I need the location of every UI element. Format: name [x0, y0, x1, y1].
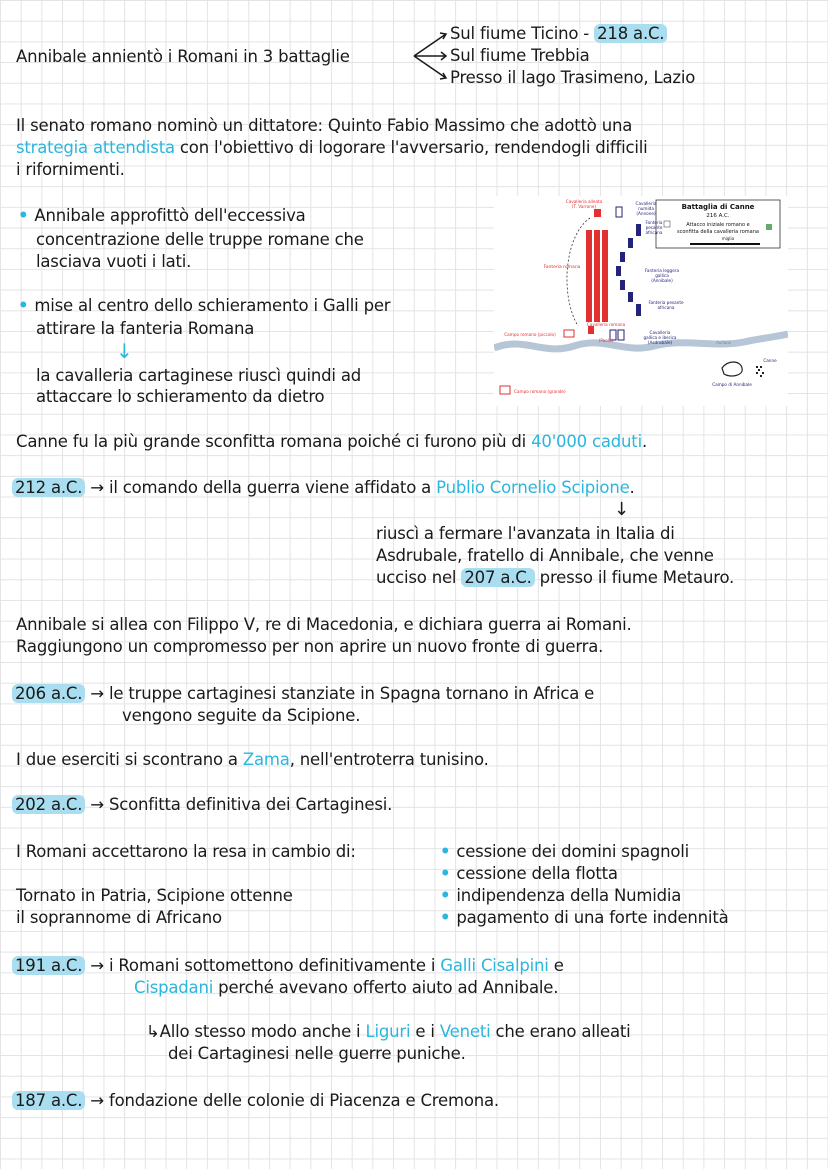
battle-trebbia: Sul fiume Trebbia [450, 46, 590, 65]
down-arrow-icon: ↓ [614, 499, 629, 520]
svg-text:Campo romano (grande): Campo romano (grande) [514, 389, 566, 394]
zama-place: Zama [242, 750, 290, 769]
svg-text:(Asdrubale): (Asdrubale) [647, 340, 673, 345]
resa-item-1: • cessione dei domini spagnoli [440, 842, 690, 861]
svg-text:(Annone): (Annone) [636, 211, 656, 216]
date-191: 191 a.C. [12, 956, 85, 975]
canne-line: Canne fu la più grande sconfitta romana poiché ci furono più di 40'000 caduti. [16, 432, 647, 451]
casualties: 40'000 caduti [531, 432, 642, 451]
svg-text:Cavalleria romana: Cavalleria romana [586, 322, 626, 327]
svg-text:gallica e iberica: gallica e iberica [643, 335, 677, 340]
date-218: 218 a.C. [594, 24, 667, 43]
diagram-subtitle-1: Attacco iniziale romano e [686, 222, 750, 228]
diagram-subtitle-2: sconfitta della cavalleria romana [677, 229, 759, 235]
scipione-name: Publio Cornelio Scipione [436, 478, 630, 497]
asdrubale-line-2: Asdrubale, fratello di Annibale, che venne [376, 546, 714, 565]
bullet-1-line-2: concentrazione delle truppe romane che [36, 230, 364, 249]
svg-text:africana: africana [645, 230, 663, 235]
intro-branch-arrows [412, 28, 450, 84]
svg-text:gallica: gallica [655, 273, 669, 278]
svg-text:(Paolo): (Paolo) [598, 338, 614, 343]
battle-of-cannae-map [494, 196, 788, 406]
intro-main: Annibale annientò i Romani in 3 battaglie [16, 47, 350, 66]
svg-text:Cavalleria: Cavalleria [635, 201, 657, 206]
bullet-2-line-2: attirare la fanteria Romana [36, 319, 255, 338]
svg-text:pesante: pesante [645, 225, 663, 230]
cispadani: Cispadani [134, 978, 214, 997]
diagram-scale: miglia [721, 236, 735, 241]
svg-text:(Annibale): (Annibale) [651, 278, 673, 283]
senate-line-1: Il senato romano nominò un dittatore: Quinto Fabio Massimo che adottò una [16, 116, 633, 135]
svg-text:Fanteria: Fanteria [645, 220, 663, 225]
date-207: 207 a.C. [461, 568, 534, 587]
liguri-line-1: ↳Allo stesso modo anche i Liguri e i Veneti che erano alleati [146, 1022, 631, 1041]
date-202: 202 a.C. [12, 795, 85, 814]
strategy-term: strategia attendista [16, 138, 175, 157]
svg-text:(T. Varrone): (T. Varrone) [571, 204, 597, 209]
svg-text:Canne: Canne [763, 358, 777, 363]
battle-trasimeno: Presso il lago Trasimeno, Lazio [450, 68, 696, 87]
event-187: 187 a.C. → fondazione delle colonie di Piacenza e Cremona. [12, 1090, 499, 1112]
scipio-line-2: il soprannome di Africano [16, 908, 222, 927]
zama-line: I due eserciti si scontrano a Zama, nell'entroterra tunisino. [16, 750, 489, 769]
veneti: Veneti [439, 1022, 491, 1041]
diagram-title: Battaglia di Canne [681, 203, 755, 211]
senate-line-2: strategia attendista con l'obiettivo di logorare l'avversario, rendendogli difficili [16, 138, 648, 157]
lbl-cav-allied: Cavalleria alleata [565, 199, 603, 204]
senate-line-3: i rifornimenti. [16, 160, 125, 179]
svg-text:Cavalleria: Cavalleria [649, 330, 671, 335]
date-187: 187 a.C. [12, 1091, 85, 1110]
liguri-line-2: dei Cartaginesi nelle guerre puniche. [168, 1044, 466, 1063]
svg-text:africana: africana [657, 305, 675, 310]
filippo-line-1: Annibale si allea con Filippo V, re di Macedonia, e dichiara guerra ai Romani. [16, 615, 632, 634]
svg-text:Fanteria pesante: Fanteria pesante [648, 300, 684, 305]
event-202: 202 a.C. → Sconfitta definitiva dei Cartaginesi. [12, 794, 392, 816]
event-212: 212 a.C. → il comando della guerra viene affidato a Publio Cornelio Scipione. [12, 477, 635, 499]
resa-item-3: • indipendenza della Numidia [440, 886, 682, 905]
corner-arrow-icon: ↳ [146, 1022, 160, 1041]
lbl-fant-rom: Fanteria romana [543, 265, 581, 270]
bullet-1-line-3: lasciava vuoti i lati. [36, 252, 192, 271]
resa-item-4: • pagamento di una forte indennità [440, 908, 729, 927]
resa-line: I Romani accettarono la resa in cambio di: [16, 842, 356, 861]
bullet-1-line-1: • Annibale approfittò dell'eccessiva [18, 206, 306, 225]
svg-text:Campo di Annibale: Campo di Annibale [712, 382, 752, 387]
asdrubale-line-1: riuscì a fermare l'avanzata in Italia di [376, 524, 675, 543]
date-206: 206 a.C. [12, 684, 85, 703]
asdrubale-line-3: ucciso nel 207 a.C. presso il fiume Metauro. [376, 568, 735, 587]
filippo-line-2: Raggiungono un compromesso per non aprire un nuovo fronte di guerra. [16, 637, 604, 656]
date-212: 212 a.C. [12, 478, 85, 497]
diagram-year: 216 A.C. [706, 213, 730, 219]
svg-text:numida: numida [638, 206, 654, 211]
bullet-3-line-1: la cavalleria cartaginese riuscì quindi ad [36, 366, 362, 385]
liguri: Liguri [365, 1022, 411, 1041]
svg-text:Fanteria leggera: Fanteria leggera [644, 268, 680, 273]
event-191: 191 a.C. → i Romani sottomettono definitivamente i Galli Cisalpini e [12, 955, 564, 977]
bullet-dot: • [18, 296, 29, 315]
event-206: 206 a.C. → le truppe cartaginesi stanziate in Spagna tornano in Africa e [12, 683, 594, 705]
galli-cisalpini: Galli Cisalpini [440, 956, 549, 975]
bullet-2-line-1: • mise al centro dello schieramento i Galli per [18, 296, 391, 315]
svg-text:Campo romano (piccolo): Campo romano (piccolo) [504, 332, 556, 337]
down-arrow-icon: ↓ [116, 339, 133, 363]
battle-ticino: Sul fiume Ticino - 218 a.C. [450, 23, 667, 45]
svg-text:Aufidus: Aufidus [716, 340, 732, 345]
scipio-line-1: Tornato in Patria, Scipione ottenne [16, 886, 293, 905]
event-206-line-2: vengono seguite da Scipione. [122, 706, 361, 725]
bullet-dot: • [18, 206, 29, 225]
event-191-line-2: Cispadani perché avevano offerto aiuto ad Annibale. [134, 978, 559, 997]
resa-item-2: • cessione della flotta [440, 864, 618, 883]
bullet-3-line-2: attaccare lo schieramento da dietro [36, 387, 325, 406]
